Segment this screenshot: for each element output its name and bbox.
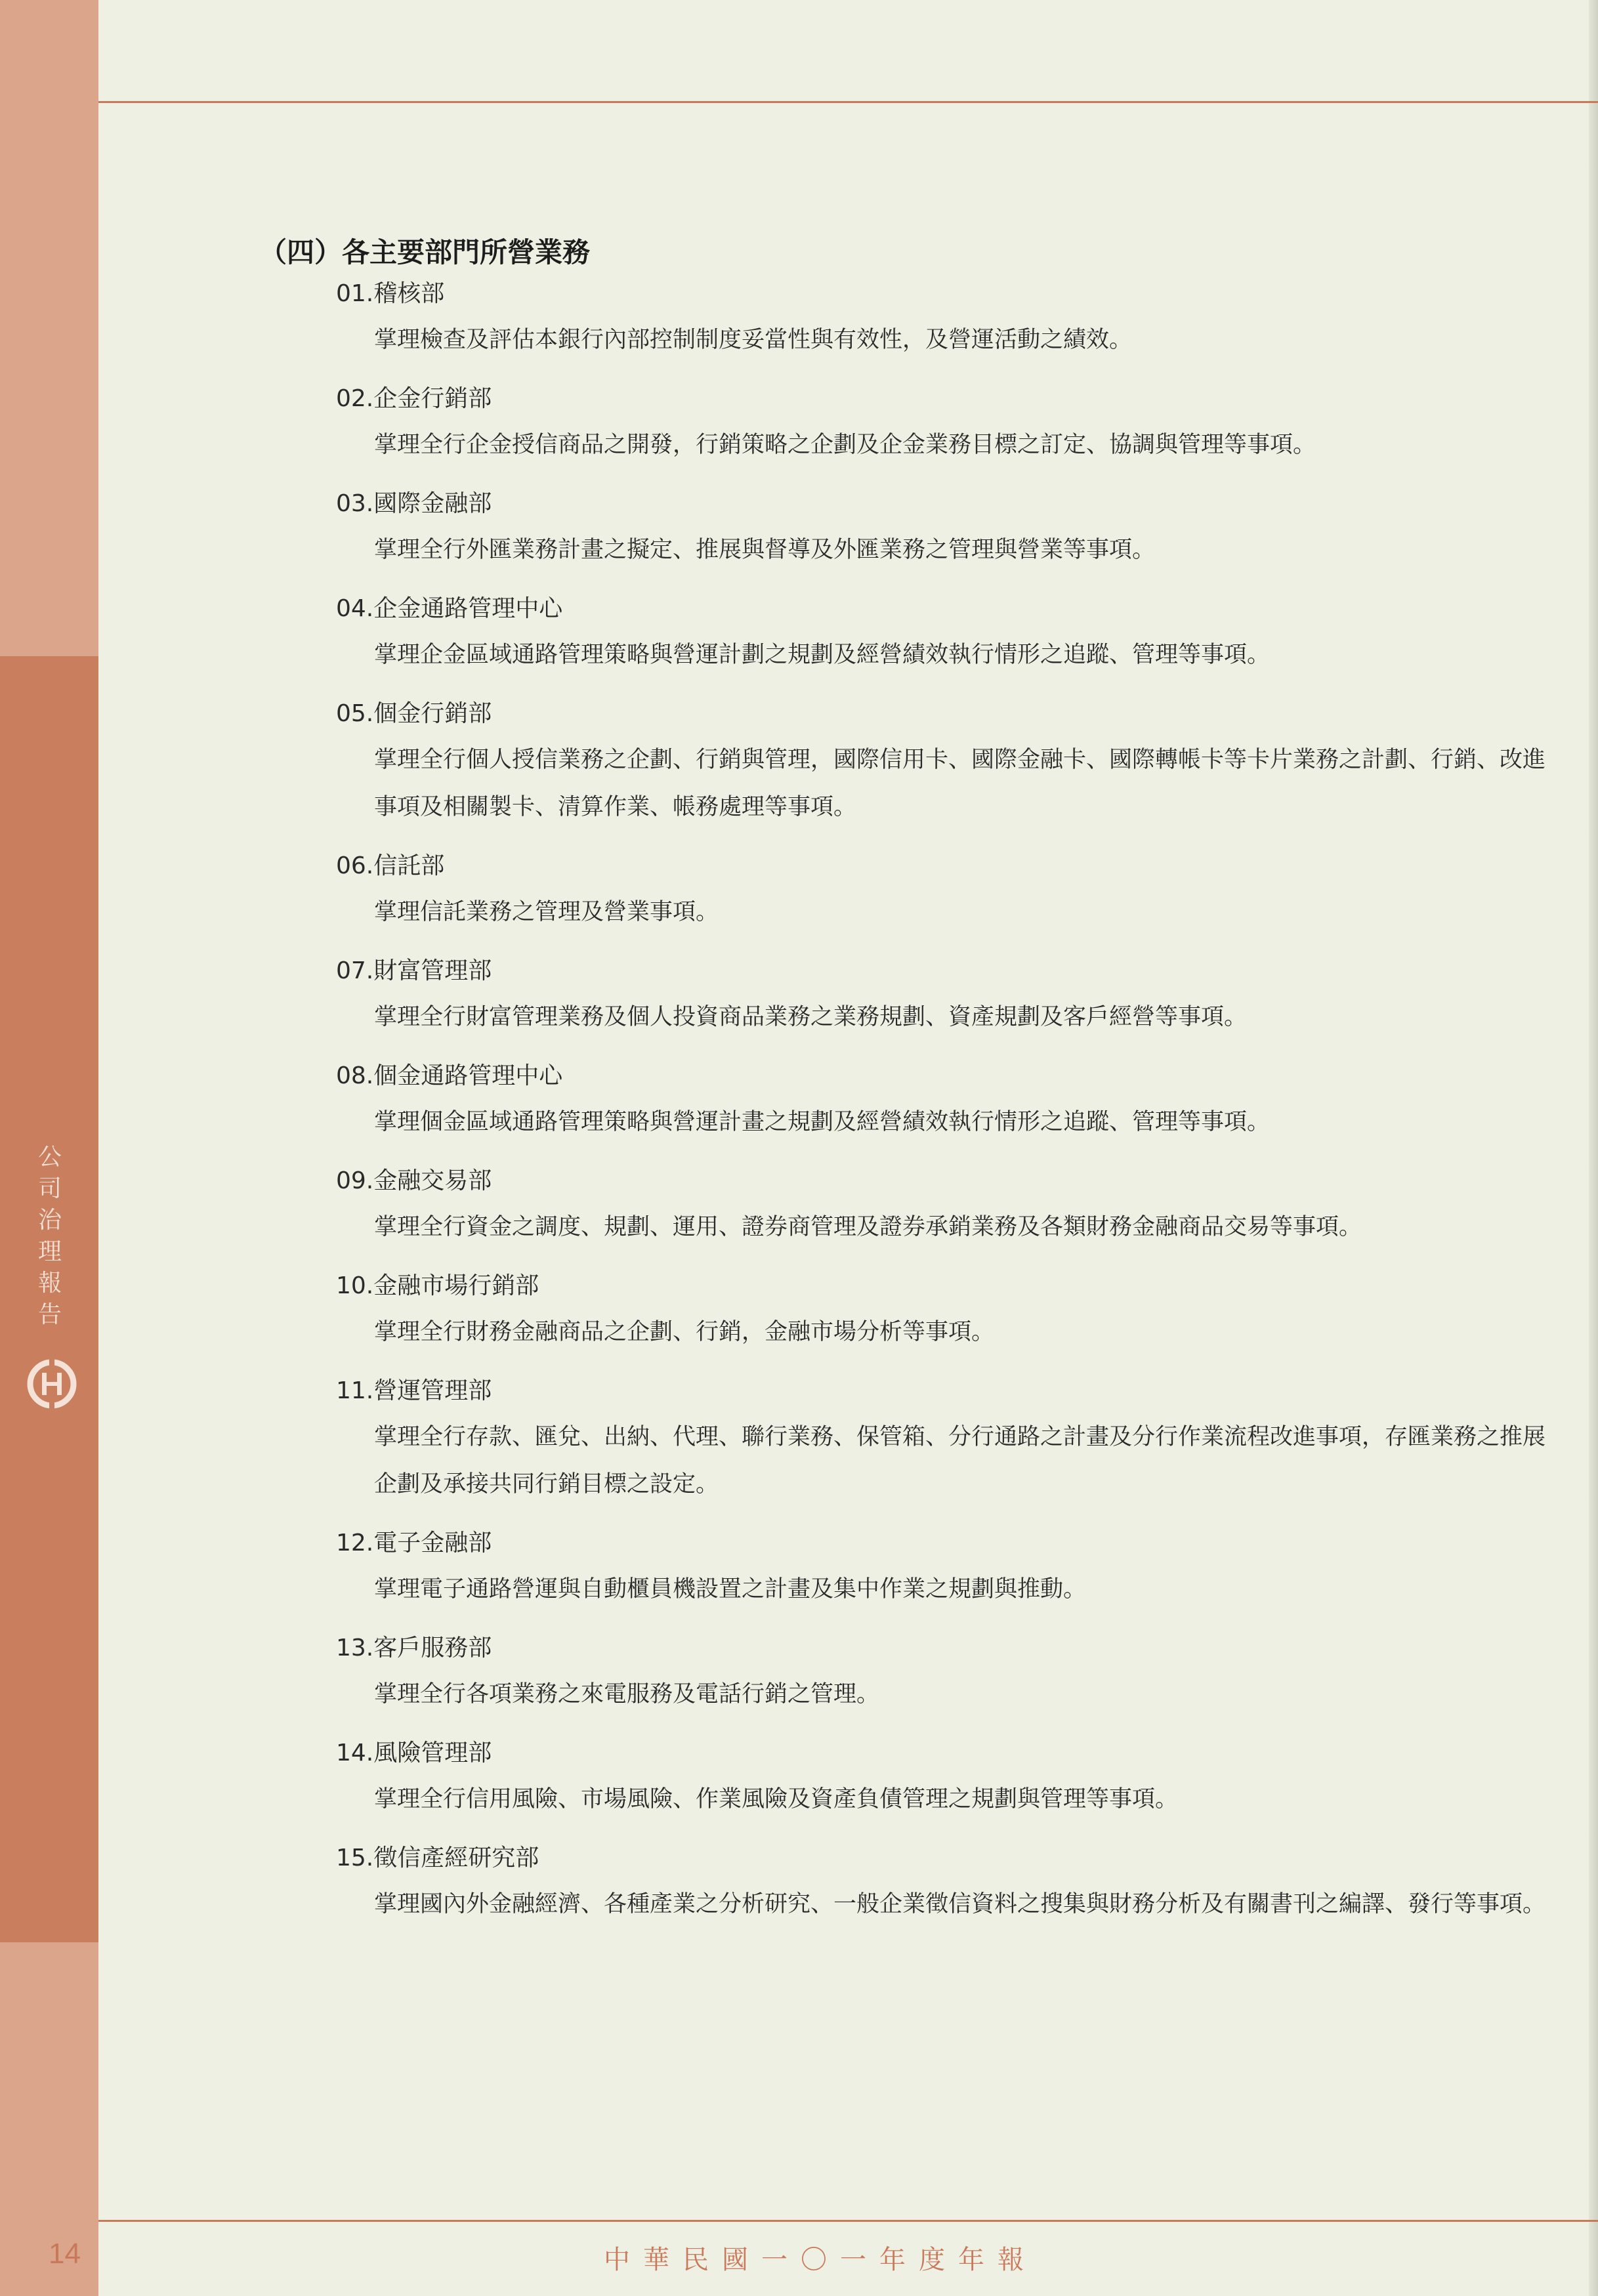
dept-title: 12.電子金融部 bbox=[336, 1530, 492, 1556]
dept-title: 06.信託部 bbox=[336, 852, 445, 879]
dept-title: 09.金融交易部 bbox=[336, 1167, 492, 1194]
footer-title: 中華民國一〇一年度年報 bbox=[604, 2245, 1037, 2275]
dept-item bbox=[336, 1164, 1565, 1251]
section-label: 公司治理報告 bbox=[37, 1144, 62, 1328]
dept-title: 01.稽核部 bbox=[336, 280, 445, 307]
dept-title: 15.徵信產經研究部 bbox=[336, 1845, 539, 1871]
dept-description: 掌理全行信用風險、市場風險、作業風險及資產負債管理之規劃與管理等事項。 bbox=[374, 1786, 1179, 1812]
dept-description: 掌理國內外金融經濟、各種產業之分析研究、一般企業徵信資料之搜集與財務分析及有關書刊之編譯、發行等事項。 bbox=[374, 1891, 1546, 1917]
dept-item bbox=[336, 1269, 1565, 1356]
dept-title: 02.企金行銷部 bbox=[336, 385, 492, 412]
dept-item bbox=[336, 1736, 1565, 1823]
dept-item bbox=[336, 697, 1565, 831]
dept-item bbox=[336, 382, 1565, 469]
bank-logo-icon bbox=[24, 1356, 80, 1412]
dept-item bbox=[336, 1374, 1565, 1508]
dept-item bbox=[336, 954, 1565, 1041]
dept-item bbox=[336, 1631, 1565, 1718]
dept-item bbox=[336, 592, 1565, 678]
dept-title: 05.個金行銷部 bbox=[336, 700, 492, 727]
dept-description: 掌理全行存款、匯兌、出納、代理、聯行業務、保管箱、分行通路之計畫及分行作業流程改進事項，存匯業務之推展企劃及承接共同行銷目標之設定。 bbox=[374, 1424, 1546, 1497]
bottom-rule bbox=[98, 2220, 1598, 2222]
dept-item bbox=[336, 1059, 1565, 1146]
dept-item bbox=[336, 849, 1565, 936]
dept-title: 04.企金通路管理中心 bbox=[336, 595, 563, 622]
dept-description: 掌理全行財富管理業務及個人投資商品業務之業務規劃、資產規劃及客戶經營等事項。 bbox=[374, 1004, 1248, 1030]
dept-description: 掌理全行各項業務之來電服務及電話行銷之管理。 bbox=[374, 1681, 880, 1707]
dept-title: 13.客戶服務部 bbox=[336, 1635, 492, 1661]
dept-title: 10.金融市場行銷部 bbox=[336, 1272, 539, 1299]
dept-description: 掌理全行企金授信商品之開發，行銷策略之企劃及企金業務目標之訂定、協調與管理等事項。 bbox=[374, 432, 1316, 458]
dept-description: 掌理全行個人授信業務之企劃、行銷與管理，國際信用卡、國際金融卡、國際轉帳卡等卡片業務之計劃、行銷、改進事項及相關製卡、清算作業、帳務處理等事項。 bbox=[374, 747, 1546, 820]
dept-description: 掌理全行資金之調度、規劃、運用、證券商管理及證券承銷業務及各類財務金融商品交易等事項。 bbox=[374, 1214, 1362, 1240]
dept-description: 掌理檢查及評估本銀行內部控制制度妥當性與有效性，及營運活動之績效。 bbox=[374, 327, 1133, 353]
top-rule bbox=[98, 101, 1598, 103]
dept-title: 08.個金通路管理中心 bbox=[336, 1062, 563, 1089]
dept-description: 掌理電子通路營運與自動櫃員機設置之計畫及集中作業之規劃與推動。 bbox=[374, 1576, 1087, 1602]
dept-description: 掌理個金區域通路管理策略與營運計畫之規劃及經營績效執行情形之追蹤、管理等事項。 bbox=[374, 1109, 1271, 1135]
main-content bbox=[259, 231, 1565, 1946]
section-heading: （四）各主要部門所營業務 bbox=[259, 236, 591, 268]
dept-item bbox=[336, 487, 1565, 574]
dept-title: 07.財富管理部 bbox=[336, 957, 492, 984]
dept-list bbox=[336, 277, 1565, 1928]
dept-item bbox=[336, 277, 1565, 364]
dept-item bbox=[336, 1526, 1565, 1613]
page-number: 14 bbox=[49, 2238, 81, 2270]
dept-description: 掌理信託業務之管理及營業事項。 bbox=[374, 899, 719, 925]
dept-title: 11.營運管理部 bbox=[336, 1377, 492, 1404]
dept-title: 14.風險管理部 bbox=[336, 1740, 492, 1766]
dept-description: 掌理企金區域通路管理策略與營運計劃之規劃及經營績效執行情形之追蹤、管理等事項。 bbox=[374, 642, 1271, 668]
dept-item bbox=[336, 1841, 1565, 1928]
dept-description: 掌理全行外匯業務計畫之擬定、推展與督導及外匯業務之管理與營業等事項。 bbox=[374, 537, 1156, 563]
dept-description: 掌理全行財務金融商品之企劃、行銷，金融市場分析等事項。 bbox=[374, 1319, 995, 1345]
page-edge bbox=[1589, 0, 1598, 2296]
dept-title: 03.國際金融部 bbox=[336, 490, 492, 517]
